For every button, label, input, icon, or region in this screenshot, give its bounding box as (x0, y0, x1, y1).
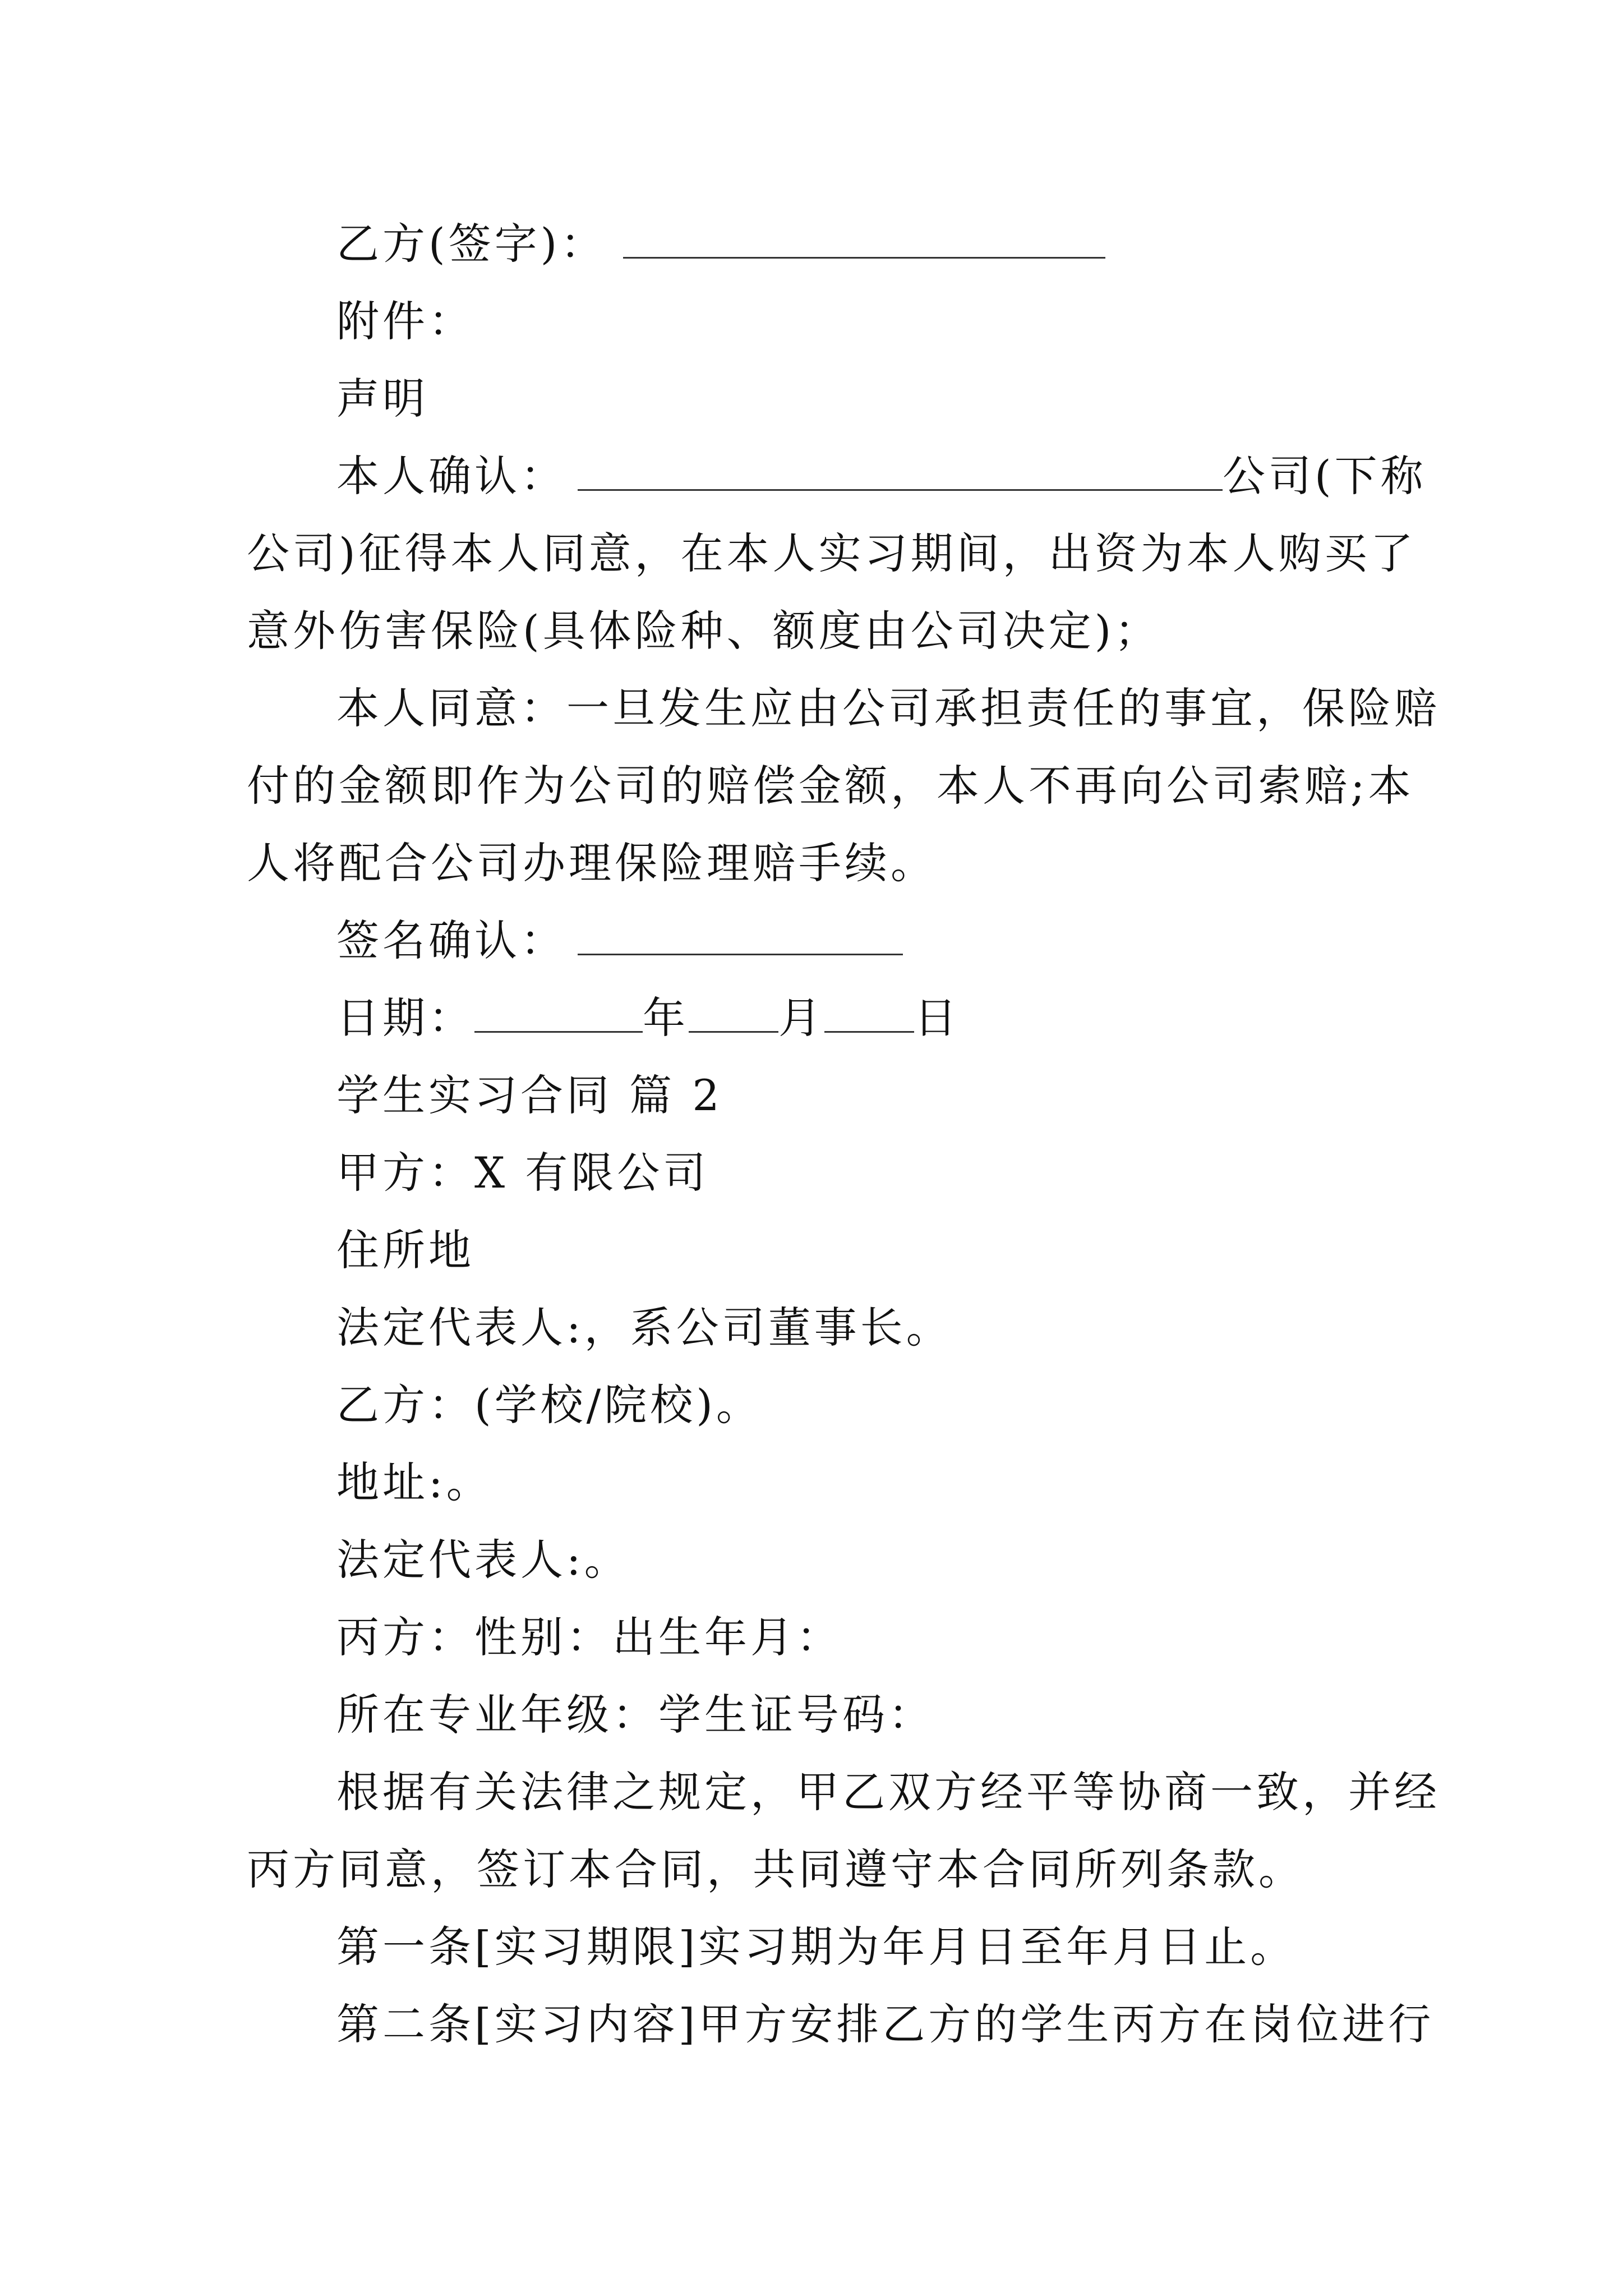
paragraph-line: 本人同意：一旦发生应由公司承担责任的事宜，保险赔 (336, 683, 1440, 733)
clause-line: 第一条[实习期限]实习期为年月日至年月日止。 (336, 1922, 1297, 1972)
clause-line: 第二条[实习内容]甲方安排乙方的学生丙方在岗位进行 (336, 1999, 1435, 2049)
section-heading: 学生实习合同 篇 2 (336, 1070, 723, 1120)
confirm-company-line (336, 448, 1481, 504)
signature-blank[interactable] (578, 914, 903, 955)
paragraph-line: 所在专业年级：学生证号码： (336, 1690, 934, 1740)
party-b-signature-label: 乙方(签字)： (336, 219, 607, 269)
paragraph-line: 人将配合公司办理保险理赔手续。 (247, 838, 937, 888)
paragraph-line: 丙方同意，签订本合同，共同遵守本合同所列条款。 (247, 1844, 1304, 1894)
day-label: 日 (914, 993, 960, 1043)
paragraph-line: 乙方：(学校/院校)。 (336, 1380, 762, 1430)
day-blank[interactable] (824, 992, 914, 1033)
year-label: 年 (643, 993, 689, 1043)
date-line (336, 990, 1481, 1046)
paragraph-line: 意外伤害保险(具体险种、额度由公司决定)； (247, 606, 1161, 656)
party-b-signature-line (336, 216, 1481, 272)
confirm-label: 本人确认： (336, 451, 566, 501)
paragraph-line: 公司)征得本人同意，在本人实习期间，出资为本人购买了 (247, 528, 1417, 578)
paragraph-line: 甲方：X 有限公司 (336, 1148, 709, 1198)
paragraph-line: 付的金额即作为公司的赔偿金额，本人不再向公司索赔;本 (247, 761, 1414, 811)
signature-confirm-label: 签名确认： (336, 915, 566, 965)
paragraph-line: 法定代表人:。 (336, 1535, 630, 1585)
confirm-company-suffix: 公司(下称 (1223, 451, 1427, 501)
year-blank[interactable] (474, 992, 643, 1033)
paragraph-line: 丙方：性别：出生年月： (336, 1612, 842, 1662)
paragraph-line: 法定代表人:，系公司董事长。 (336, 1303, 952, 1352)
paragraph-line: 根据有关法律之规定，甲乙双方经平等协商一致，并经 (336, 1767, 1440, 1817)
paragraph-line: 住所地 (336, 1225, 474, 1275)
signature-confirm-line (336, 913, 1481, 969)
paragraph-line: 地址:。 (336, 1457, 492, 1507)
attachment-label: 附件： (336, 296, 474, 346)
month-blank[interactable] (689, 992, 778, 1033)
date-label: 日期： (336, 993, 474, 1043)
declaration-heading: 声明 (336, 374, 428, 424)
month-label: 月 (778, 993, 824, 1043)
party-b-signature-blank[interactable] (623, 218, 1105, 259)
company-name-blank[interactable] (578, 450, 1223, 491)
